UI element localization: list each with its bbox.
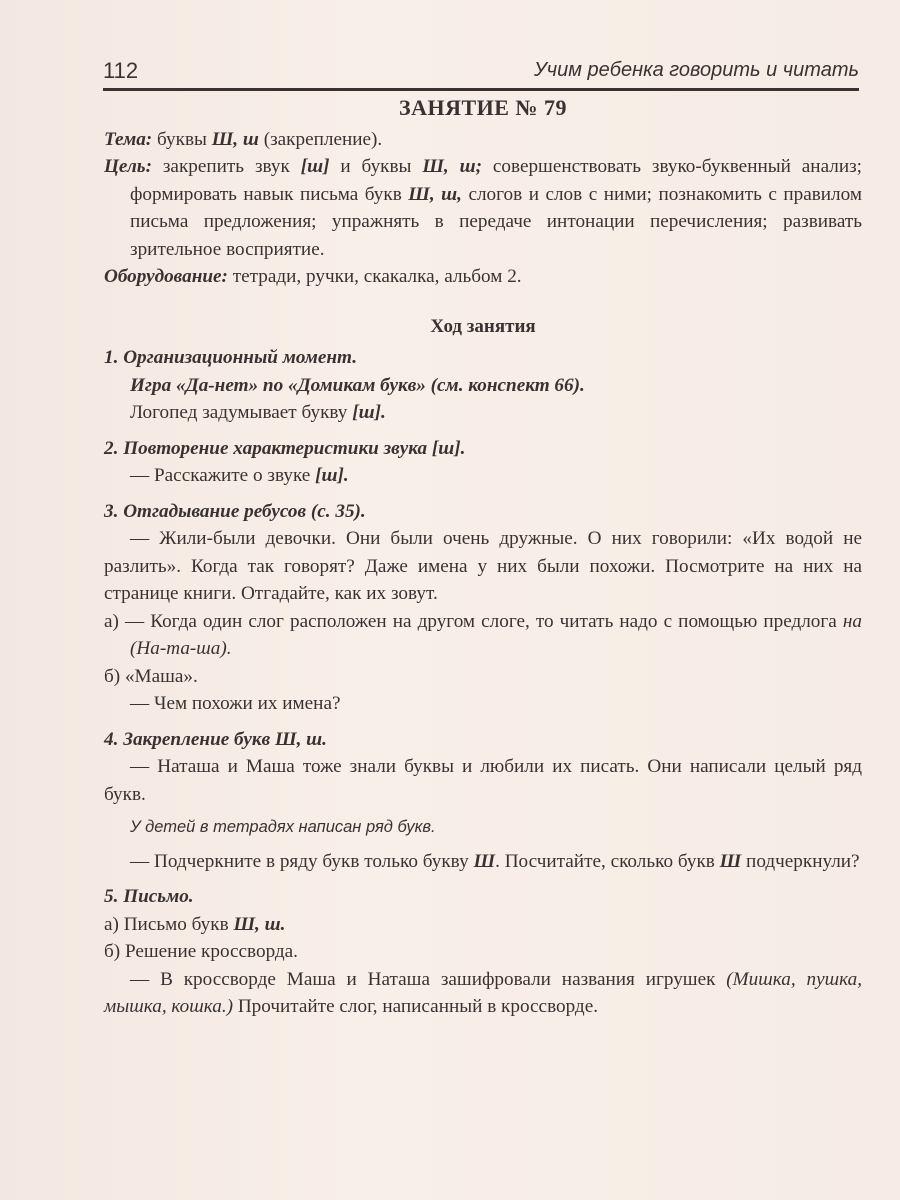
section-5-title: 5. Письмо.: [104, 886, 194, 907]
page-number: 112: [103, 58, 139, 83]
section-2-text: [104, 462, 862, 490]
goal-text: и буквы: [329, 156, 423, 177]
theme-text-end: (закрепление).: [258, 128, 383, 150]
text: а) — Когда один слог расположен на другом слоге, то читать надо с помощью предлога: [104, 610, 843, 632]
goal-text: совершенствовать звуко-буквенный анализ; формировать навык письма букв: [130, 156, 863, 205]
section-4-text: — Наташа и Маша тоже знали буквы и любили их писать. Они написали целый ряд букв.: [104, 756, 862, 805]
section-3-item-a: [104, 608, 862, 663]
text: — В кроссворде Маша и Наташа зашифровали названия игрушек: [130, 968, 727, 990]
goal-label: Цель:: [104, 156, 152, 177]
section-1-game: Игра «Да-нет» по «Домикам букв» (см. конспект 66).: [130, 374, 585, 396]
text: . Посчитайте, сколько букв: [495, 850, 720, 872]
page-content: [104, 94, 862, 1021]
text: Логопед задумывает букву: [130, 402, 353, 423]
text: Прочитайте слог, написанный в кроссворде.: [233, 996, 599, 1017]
section-4-question: [104, 848, 862, 876]
goal-text: слогов и слов с ними; познакомить с правилом письма предложения; упражнять в передаче интонации перечисления; развивать зрительное восприятие.: [130, 183, 862, 260]
theme-letters: Ш, ш: [211, 128, 259, 150]
letters: Ш, ш.: [233, 913, 286, 935]
section-1-title: 1. Организационный момент.: [104, 347, 358, 368]
italic-text: на (На-та-ша).: [130, 610, 862, 659]
section-3-text: — Жили-были девочки. Они были очень дружные. О них говорили: «Их водой не разлить». Когда так говорят? Даже имена у них были похожи. Посмотрите на них на странице книги. Отгадайте, как их зовут.: [104, 528, 862, 604]
page-header: [103, 58, 859, 91]
lesson-equipment: [104, 263, 862, 291]
equipment-text: тетради, ручки, скакалка, альбом 2.: [227, 266, 522, 287]
section-5-item-a: [104, 911, 862, 939]
theme-label: Тема:: [104, 128, 153, 150]
section-5-item-b: б) Решение кроссворда.: [104, 941, 298, 962]
lesson-title: ЗАНЯТИЕ № 79: [398, 95, 568, 120]
section-3-title: 3. Отгадывание ребусов (с. 35).: [104, 500, 366, 522]
running-title: Учим ребенка говорить и читать: [533, 59, 859, 81]
lesson-goal: [104, 153, 862, 263]
goal-letters: Ш, ш,: [408, 183, 462, 205]
letter: Ш: [719, 850, 742, 872]
section-2-title: 2. Повторение характеристики звука [ш].: [104, 437, 466, 459]
section-3-item-b: б) «Маша».: [104, 665, 198, 687]
text: — Подчеркните в ряду букв только букву: [130, 850, 474, 872]
italic-text: (Мишка, пушка, мышка, кошка.): [104, 968, 862, 1017]
section-3-question: — Чем похожи их имена?: [130, 693, 341, 714]
goal-letters: Ш, ш;: [422, 156, 482, 177]
section-4-note: У детей в тетрадях написан ряд букв.: [130, 818, 436, 836]
sound: [ш].: [352, 402, 386, 423]
text: а) Письмо букв: [104, 913, 234, 935]
section-5-text: [104, 966, 862, 1021]
equipment-label: Оборудование:: [104, 266, 228, 287]
goal-text: закрепить звук: [151, 156, 301, 177]
section-4-title: 4. Закрепление букв Ш, ш.: [104, 728, 327, 750]
theme-text: буквы: [152, 128, 212, 150]
section-1-text: [104, 399, 862, 427]
course-heading: Ход занятия: [430, 315, 536, 337]
lesson-theme: [104, 126, 862, 154]
text: подчеркнули?: [741, 850, 860, 872]
sound: [ш].: [315, 465, 349, 486]
text: — Расскажите о звуке: [130, 465, 316, 486]
letter: Ш: [473, 850, 496, 872]
goal-sound: [ш]: [300, 156, 330, 177]
